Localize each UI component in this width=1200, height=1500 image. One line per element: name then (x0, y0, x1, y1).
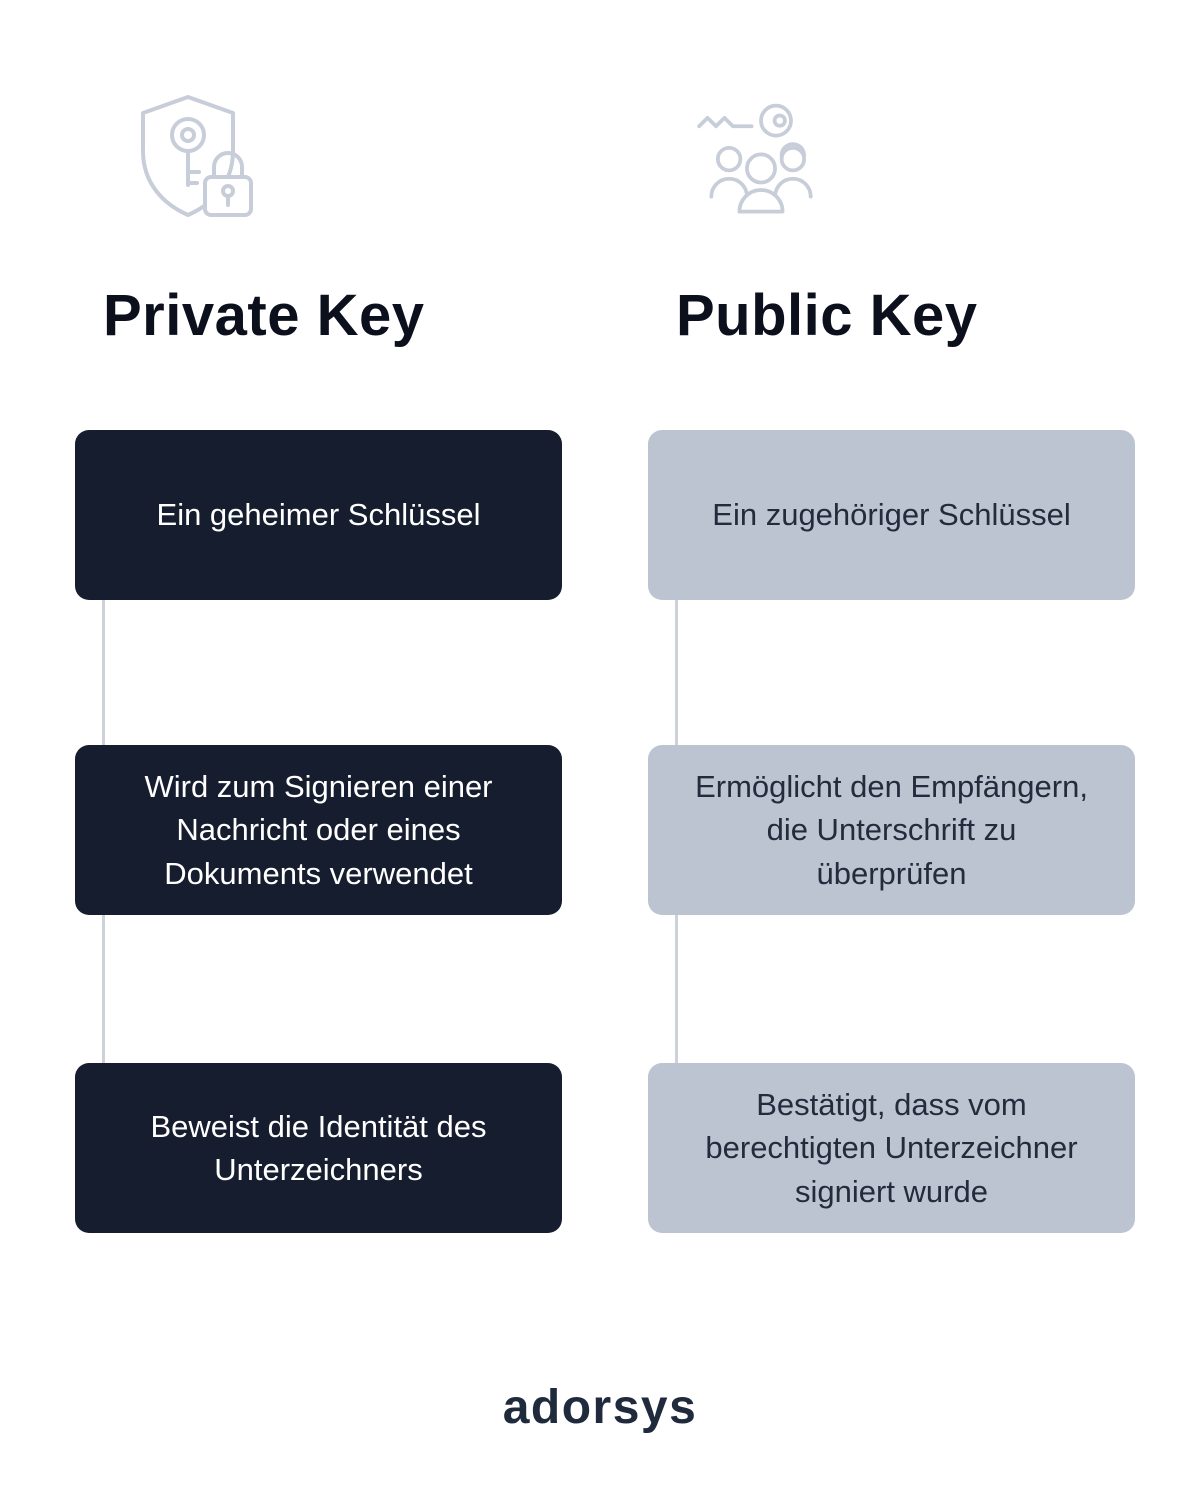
private-key-column (75, 0, 562, 1320)
key-people-icon (686, 85, 836, 235)
private-key-title: Private Key (103, 283, 425, 348)
public-key-item-3: Bestätigt, dass vom berechtigten Unterzeichner signiert wurde (648, 1063, 1135, 1233)
public-key-item-2: Ermöglicht den Empfängern, die Unterschrift zu überprüfen (648, 745, 1135, 915)
footer (0, 1380, 1200, 1435)
private-key-item-2: Wird zum Signieren einer Nachricht oder eines Dokuments verwendet (75, 745, 562, 915)
public-key-item-1: Ein zugehöriger Schlüssel (648, 430, 1135, 600)
public-key-column (648, 0, 1135, 1320)
private-key-item-3: Beweist die Identität des Unterzeichners (75, 1063, 562, 1233)
private-key-item-1: Ein geheimer Schlüssel (75, 430, 562, 600)
private-key-timeline (75, 430, 562, 1320)
public-key-title: Public Key (676, 283, 978, 348)
shield-key-lock-icon (113, 85, 263, 235)
public-key-timeline (648, 430, 1135, 1320)
adorsys-logo: adorsys (502, 1381, 698, 1434)
